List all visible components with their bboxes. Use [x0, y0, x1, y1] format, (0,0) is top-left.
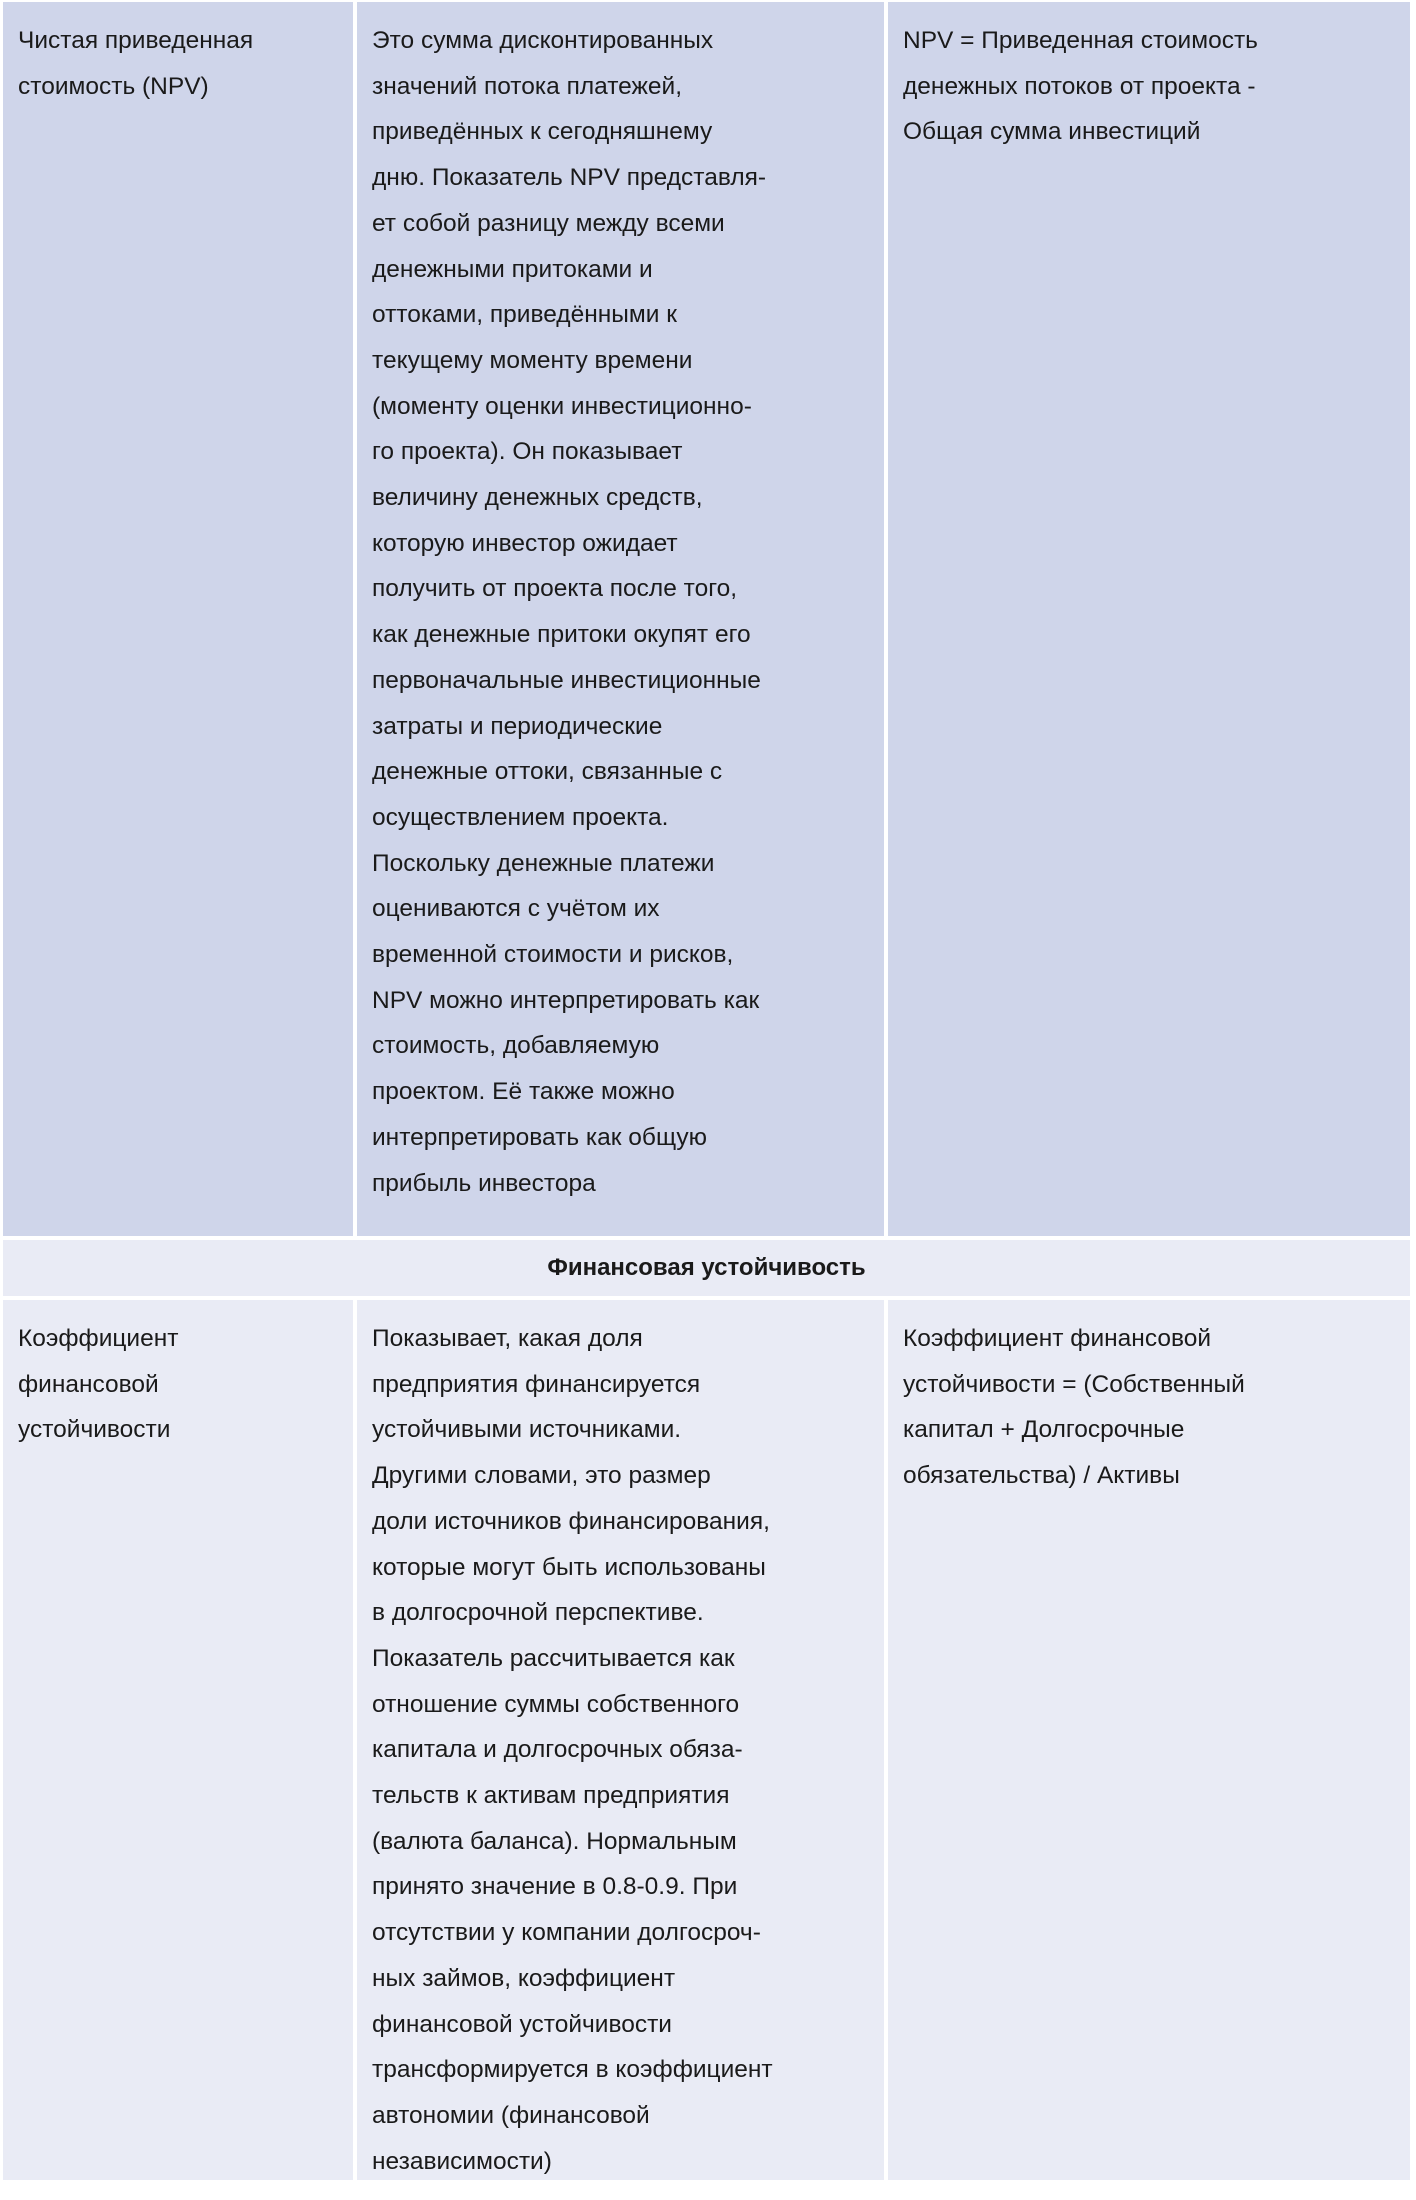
text-line: затраты и периодические	[372, 712, 663, 740]
text-line: автономии (финансовой	[372, 2101, 650, 2129]
table-row-npv	[3, 2, 1410, 1236]
text-line: первоначальные инвестиционные	[372, 666, 761, 694]
text-line: устойчивыми источниками.	[372, 1416, 682, 1444]
text-line: которую инвестор ожидает	[372, 529, 678, 557]
text-line: Чистая приведенная	[18, 27, 254, 54]
table-row-financial-stability-ratio	[3, 1300, 1410, 2180]
text-line: ных займов, коэффициент	[372, 1964, 676, 1992]
text-line: Поскольку денежные платежи	[372, 849, 715, 877]
text-line: доли источников финансирования,	[372, 1507, 770, 1535]
text-line: Показывает, какая доля	[372, 1325, 643, 1352]
indicator-description-cell	[357, 2, 884, 1236]
text-line: устойчивости	[18, 1416, 171, 1444]
indicator-formula-cell	[888, 1300, 1410, 2180]
text-line: ет собой разницу между всеми	[372, 209, 725, 237]
text-line: стоимость (NPV)	[18, 72, 209, 100]
text-line: проектом. Её также можно	[372, 1078, 675, 1106]
text-line: отношение суммы собственного	[372, 1690, 740, 1718]
text-line: отсутствии у компании долгосроч-	[372, 1919, 761, 1947]
indicator-name-cell	[3, 1300, 353, 2180]
text-line: получить от проекта после того,	[372, 575, 738, 603]
indicator-formula-cell	[888, 2, 1410, 1236]
section-header-title: Финансовая устойчивость	[547, 1254, 866, 1281]
text-line: денежные оттоки, связанные с	[372, 758, 723, 786]
text-line: осуществлением проекта.	[372, 803, 669, 831]
text-line: Показатель рассчитывается как	[372, 1644, 735, 1672]
text-line: (моменту оценки инвестиционно-	[372, 392, 752, 420]
text-line: принято значение в 0.8-0.9. При	[372, 1873, 738, 1901]
text-line: дню. Показатель NPV представля-	[372, 164, 767, 192]
section-header-financial-stability	[3, 1240, 1410, 1296]
text-line: временной стоимости и рисков,	[372, 941, 734, 969]
text-line: устойчивости = (Собственный	[903, 1370, 1245, 1398]
text-line: прибыль инвестора	[372, 1169, 596, 1197]
text-line: капитал + Долгосрочные	[903, 1416, 1185, 1444]
text-line: текущему моменту времени	[372, 346, 693, 374]
text-line: независимости)	[372, 2147, 552, 2175]
indicators-table	[3, 2, 1410, 2184]
text-line: NPV можно интерпретировать как	[372, 986, 760, 1014]
text-line: обязательства) / Активы	[903, 1462, 1180, 1490]
text-line: Другими словами, это размер	[372, 1462, 711, 1490]
text-line: капитала и долгосрочных обяза-	[372, 1736, 743, 1764]
text-line: оцениваются с учётом их	[372, 895, 660, 923]
text-line: оттоками, приведёнными к	[372, 301, 677, 329]
text-line: денежными притоками и	[372, 255, 653, 283]
text-line: финансовой	[18, 1370, 159, 1398]
text-line: Это сумма дисконтированных	[372, 27, 714, 54]
indicator-description-cell	[357, 1300, 884, 2180]
text-line: (валюта баланса). Нормальным	[372, 1827, 737, 1855]
text-line: в долгосрочной перспективе.	[372, 1599, 704, 1627]
indicator-name-cell	[3, 2, 353, 1236]
text-line: финансовой устойчивости	[372, 2010, 672, 2038]
text-line: го проекта). Он показывает	[372, 438, 683, 466]
text-line: трансформируется в коэффициент	[372, 2056, 773, 2084]
text-line: значений потока платежей,	[372, 72, 683, 100]
text-line: тельств к активам предприятия	[372, 1782, 730, 1810]
text-line: денежных потоков от проекта -	[903, 72, 1256, 100]
text-line: предприятия финансируется	[372, 1370, 701, 1398]
text-line: которые могут быть использованы	[372, 1553, 766, 1581]
text-line: приведённых к сегодняшнему	[372, 118, 713, 146]
text-line: Коэффициент финансовой	[903, 1325, 1212, 1352]
text-line: Общая сумма инвестиций	[903, 118, 1201, 146]
text-line: Коэффициент	[18, 1325, 179, 1352]
text-line: интерпретировать как общую	[372, 1123, 708, 1151]
text-line: величину денежных средств,	[372, 484, 703, 512]
text-line: стоимость, добавляемую	[372, 1032, 660, 1060]
text-line: как денежные притоки окупят его	[372, 621, 751, 649]
text-line: NPV = Приведенная стоимость	[903, 27, 1258, 54]
